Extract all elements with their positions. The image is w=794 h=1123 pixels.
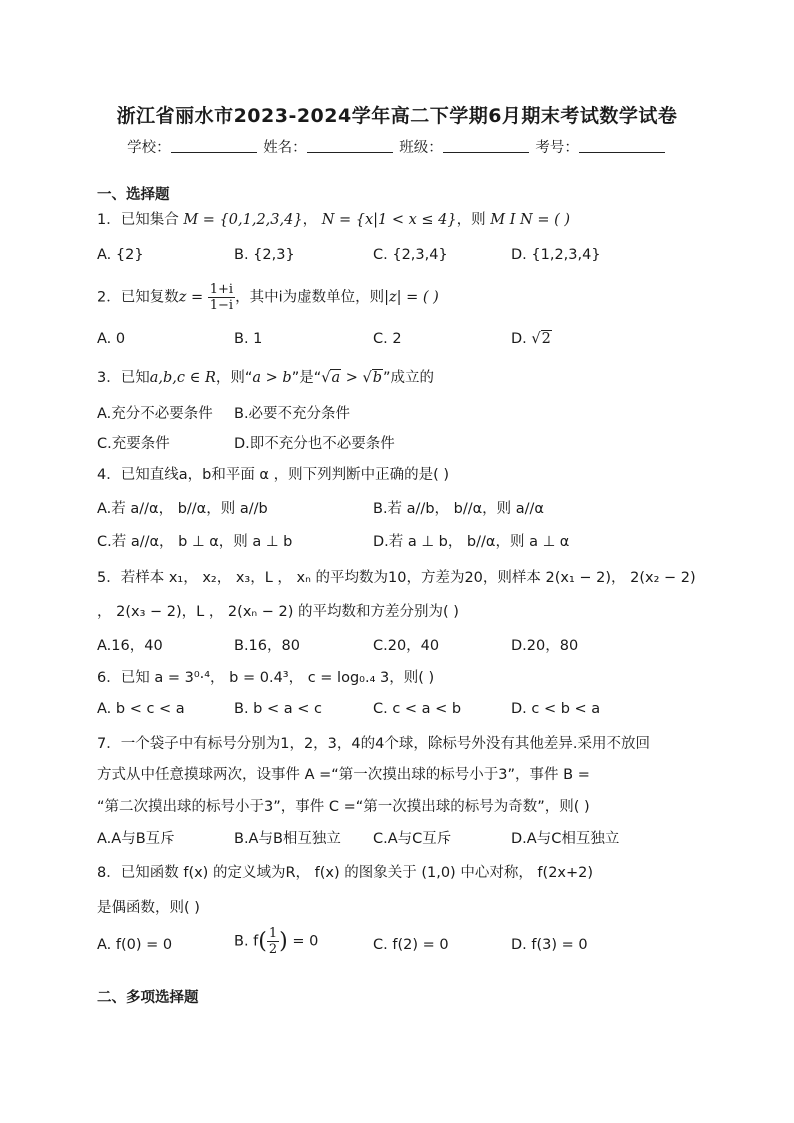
school-label: 学校： (127, 140, 171, 156)
class-blank[interactable] (443, 140, 529, 153)
q2-sqrt-radicand: 2 (541, 331, 551, 347)
q6-option-b[interactable]: B. b < a < c (234, 701, 322, 717)
section-heading-single-choice: 一、选择题 (97, 187, 170, 203)
q2-tail: ，其中i为虚数单位，则 (235, 289, 385, 306)
q5-option-a[interactable]: A.16，40 (97, 638, 163, 654)
q8-option-c[interactable]: C. f(2) = 0 (373, 937, 449, 953)
q2-numerator: 1+i (209, 282, 234, 297)
q1-option-b[interactable]: B. {2,3} (234, 247, 295, 263)
q8-option-d[interactable]: D. f(3) = 0 (511, 937, 588, 953)
q2-z-lhs: z = (178, 289, 204, 306)
q6-option-a[interactable]: A. b < c < a (97, 701, 185, 717)
sqrt-icon: √2 (531, 331, 551, 347)
q2-denominator: 1−i (209, 298, 234, 313)
q3-vars: a,b,c ∈ R (149, 370, 216, 386)
question-5-line-2: ， 2(x₃ − 2)，L ， 2(xₙ − 2) 的平均数和方差分别为( ) (97, 604, 459, 620)
q1-tail: ，则 (456, 212, 486, 228)
q3-sqrt-b: b (372, 370, 383, 386)
q2-option-d-label: D. (511, 331, 532, 347)
q3-option-a[interactable]: A.充分不必要条件 (97, 406, 213, 422)
q1-option-a[interactable]: A. {2} (97, 247, 144, 263)
q7-option-a[interactable]: A.A与B互斥 (97, 831, 175, 847)
question-6: 6．已知 a = 3⁰·⁴， b = 0.4³， c = log₀.₄ 3，则( ) (97, 670, 435, 686)
q1-option-c[interactable]: C. {2,3,4} (373, 247, 448, 263)
class-label: 班级： (399, 140, 443, 156)
section-heading-multiple-choice: 二、多项选择题 (97, 990, 199, 1006)
student-info-line (0, 136, 794, 157)
name-label: 姓名： (263, 140, 307, 156)
q5-option-b[interactable]: B.16，80 (234, 638, 300, 654)
school-blank[interactable] (171, 140, 257, 153)
q7-option-c[interactable]: C.A与C互斥 (373, 831, 452, 847)
question-2 (97, 282, 439, 313)
q8-option-b-tail: = 0 (287, 933, 319, 950)
q4-option-b[interactable]: B.若 a//b， b//α，则 a//α (373, 501, 544, 517)
question-7-line-1: 7．一个袋子中有标号分别为1，2，3，4的4个球，除标号外没有其他差异.采用不放回 (97, 736, 650, 752)
q2-option-c[interactable]: C. 2 (373, 331, 402, 347)
q3-tail: ”成立的 (383, 370, 435, 386)
q2-option-b[interactable]: B. 1 (234, 331, 263, 347)
q3-gt: > (341, 370, 363, 386)
q3-lead: 3．已知 (97, 370, 150, 386)
q1-lead: 1．已知集合 (97, 212, 179, 228)
question-8-line-2: 是偶函数，则( ) (97, 900, 200, 916)
q8-option-b-fraction (267, 926, 279, 957)
q2-expr: |z| = ( ) (384, 289, 439, 306)
q7-option-b[interactable]: B.A与B相互独立 (234, 831, 341, 847)
exam-number-label: 考号： (535, 140, 579, 156)
question-7-line-3: “第二次摸出球的标号小于3”，事件 C =“第一次摸出球的标号为奇数”，则( ) (97, 799, 590, 815)
q3-option-d[interactable]: D.即不充分也不必要条件 (234, 436, 395, 452)
q1-set-m: M = {0,1,2,3,4} (183, 212, 303, 228)
q2-option-d[interactable] (511, 331, 552, 347)
q1-set-n: N = {x|1 < x ≤ 4} (321, 212, 457, 228)
exam-number-blank[interactable] (579, 140, 665, 153)
q3-option-c[interactable]: C.充要条件 (97, 436, 170, 452)
q3-mid1: ，则“ (215, 370, 253, 386)
q4-option-d[interactable]: D.若 a ⊥ b， b//α，则 a ⊥ α (373, 534, 570, 550)
q5-option-c[interactable]: C.20，40 (373, 638, 440, 654)
question-3 (97, 366, 434, 387)
q5-option-d[interactable]: D.20，80 (511, 638, 579, 654)
q6-option-c[interactable]: C. c < a < b (373, 701, 462, 717)
q1-option-d[interactable]: D. {1,2,3,4} (511, 247, 601, 263)
question-4: 4．已知直线a，b和平面 α ，则下列判断中正确的是( ) (97, 467, 450, 483)
q3-cond1: a > b (252, 370, 292, 386)
q2-option-a[interactable]: A. 0 (97, 331, 126, 347)
q4-option-a[interactable]: A.若 a//α， b//α，则 a//b (97, 501, 268, 517)
name-blank[interactable] (307, 140, 393, 153)
q8-option-a[interactable]: A. f(0) = 0 (97, 937, 173, 953)
sqrt-icon: √b (362, 370, 383, 386)
question-1: 1．已知集合 M = {0,1,2,3,4}， N = {x|1 < x ≤ 4}，则 M I N = ( ) (97, 212, 571, 228)
q2-fraction (208, 282, 235, 313)
question-5-line-1: 5．若样本 x₁， x₂， x₃，L ， xₙ 的平均数为10，方差为20，则样本 2(x₁ − 2)， 2(x₂ − 2) (97, 570, 696, 586)
q3-mid2: ”是“ (291, 370, 322, 386)
page-title: 浙江省丽水市2023-2024学年高二下学期6月期末考试数学试卷 (116, 105, 678, 127)
q8-b-numerator: 1 (268, 926, 278, 941)
q8-b-denominator: 2 (268, 942, 278, 957)
q8-option-b[interactable]: B. f( $\frac{1}{2}$ ) = 0 (234, 926, 319, 957)
q4-option-c[interactable]: C.若 a//α， b ⊥ α，则 a ⊥ b (97, 534, 293, 550)
q1-expr: M I N = ( ) (490, 212, 571, 228)
q3-sqrt-a: a (331, 370, 341, 386)
q2-lead: 2．已知复数 (97, 289, 179, 306)
q6-option-d[interactable]: D. c < b < a (511, 701, 601, 717)
sqrt-icon: √a (321, 370, 341, 386)
question-7-line-2: 方式从中任意摸球两次，设事件 A =“第一次摸出球的标号小于3”，事件 B = (97, 767, 590, 783)
q3-option-b[interactable]: B.必要不充分条件 (234, 406, 351, 422)
q8-option-b-label: B. f (234, 933, 259, 950)
question-8-line-1: 8．已知函数 f(x) 的定义域为R， f(x) 的图象关于 (1,0) 中心对称， f(2x+2) (97, 865, 594, 881)
q7-option-d[interactable]: D.A与C相互独立 (511, 831, 620, 847)
